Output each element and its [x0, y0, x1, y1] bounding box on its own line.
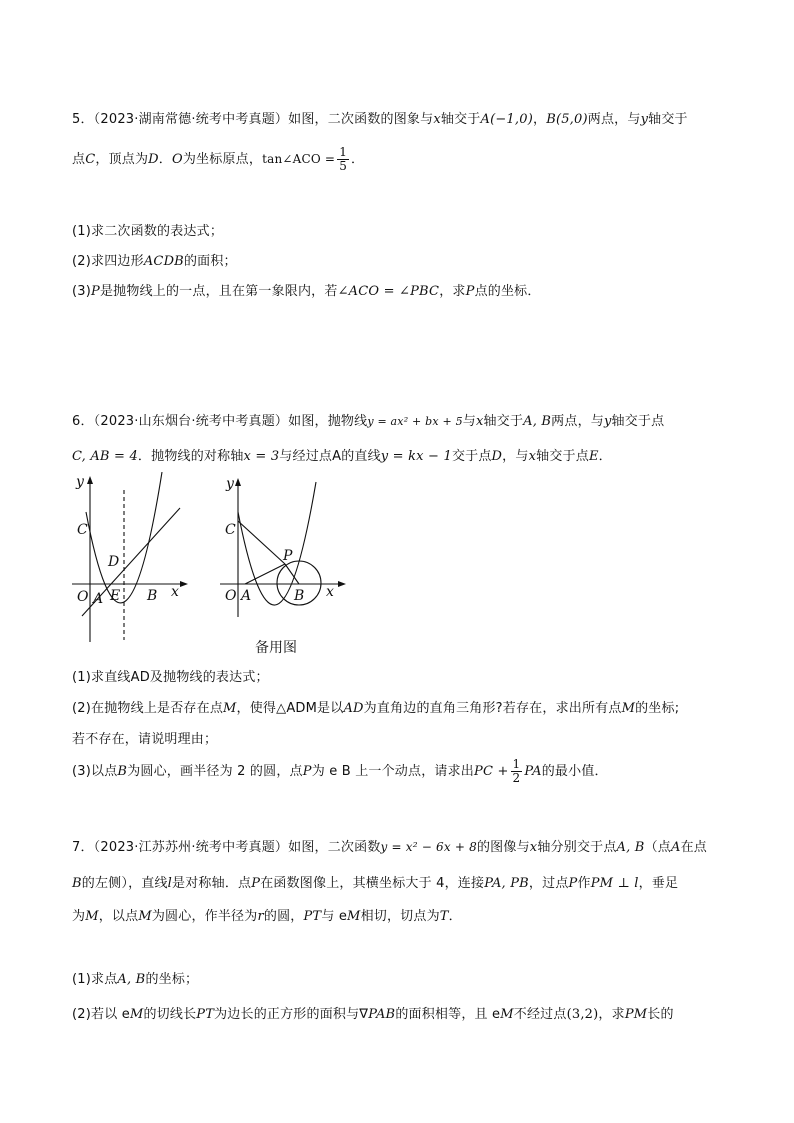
label-O: O: [77, 589, 89, 605]
label-B: B: [147, 588, 158, 604]
q7-line1: 7．（2023·江苏苏州·统考中考真题）如图，二次函数y = x² − 6x + 8的图像与x轴分别交于点A, B（点A在点: [72, 840, 707, 855]
q6-line2: C, AB = 4．抛物线的对称轴x = 3与经过点A的直线y = kx − 1交于点D，与x轴交于点E．: [72, 449, 612, 464]
q6-sub3: (3)以点B为圆心，画半径为 2 的圆，点P为 e B 上一个动点，请求出PC + $\frac{1}{2}$ PA的最小值．: [72, 757, 608, 785]
q5-line2: 点C，顶点为D．O为坐标原点，tan∠ACO = $\frac{1}{5}$ ．: [72, 145, 365, 173]
label-x: x: [326, 584, 334, 600]
q5-sub2: (2)求四边形ACDB的面积；: [72, 254, 237, 269]
label-y: y: [226, 476, 234, 492]
y-axis-arrow: [87, 476, 93, 484]
label-A: A: [93, 591, 104, 607]
q6-sub2: (2)在抛物线上是否存在点M，使得△ADM是以AD为直角边的直角三角形?若存在，求出所有点M的坐标;: [72, 701, 680, 716]
label-A: A: [241, 588, 252, 604]
y-axis-arrow: [235, 478, 241, 486]
label-O: O: [225, 588, 237, 604]
x-axis-arrow: [180, 581, 188, 587]
backup-figure-caption: 备用图: [255, 640, 297, 656]
q5-tan-fraction: $\frac{1}{5}$: [339, 145, 348, 173]
label-x: x: [171, 584, 179, 600]
q6-figure-backup: [212, 472, 352, 622]
label-D: D: [108, 554, 120, 570]
q7-line3: 为M，以点M为圆心，作半径为r的圆，PT与 eM相切，切点为T．: [72, 909, 462, 924]
q6-figure-main: [62, 472, 197, 647]
q5-line1: 5．（2023·湖南常德·统考中考真题）如图，二次函数的图象与x轴交于A(−1,0)，B(5,0)两点，与y轴交于: [72, 112, 688, 127]
label-B: B: [294, 588, 305, 604]
q6-sub1: (1)求直线AD及抛物线的表达式；: [72, 670, 269, 685]
label-y: y: [76, 474, 84, 490]
q6-sub2-cont: 若不存在，请说明理由；: [72, 732, 218, 747]
label-C: C: [77, 522, 88, 538]
x-axis-arrow: [338, 581, 346, 587]
q5-sub3: (3)P是抛物线上的一点，且在第一象限内，若∠ACO = ∠PBC，求P点的坐标．: [72, 284, 541, 299]
label-P: P: [283, 548, 293, 564]
label-E: E: [110, 588, 121, 604]
q6-line1: 6．（2023·山东烟台·统考中考真题）如图，抛物线y = ax² + bx + 5与x轴交于A, B两点，与y轴交于点: [72, 414, 665, 429]
q7-sub2: (2)若以 eM的切线长PT为边长的正方形的面积与∇PAB的面积相等，且 eM不经过点(3,2)，求PM长的: [72, 1007, 674, 1022]
q5-sub1: (1)求二次函数的表达式；: [72, 224, 224, 239]
q6-half-fraction: $\frac{1}{2}$: [512, 757, 521, 785]
segment-PB: [285, 564, 299, 584]
q7-sub1: (1)求点A, B的坐标；: [72, 972, 199, 987]
label-C: C: [225, 522, 236, 538]
q7-line2: B的左侧），直线l是对称轴．点P在函数图像上，其横坐标大于 4，连接PA, PB，过点P作PM ⊥ l，垂足: [72, 876, 679, 891]
